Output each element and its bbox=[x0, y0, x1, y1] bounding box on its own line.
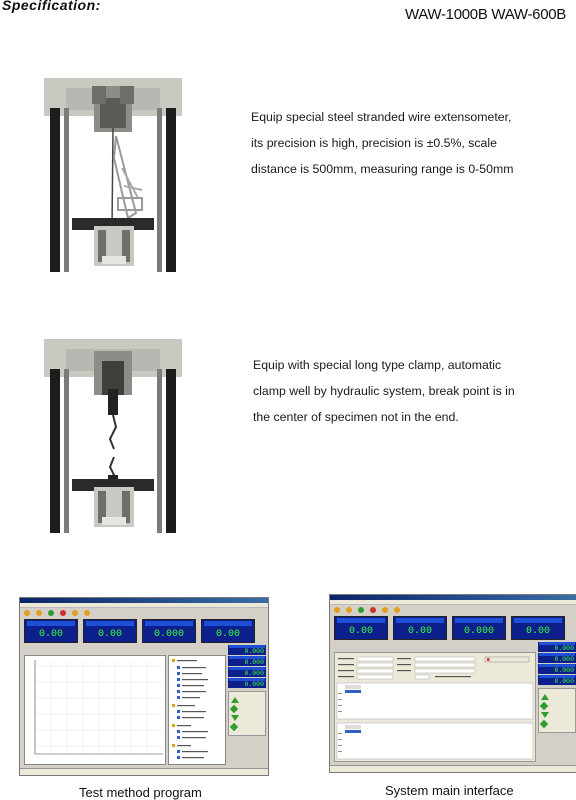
crosshead-control-panel bbox=[228, 691, 266, 736]
specimen-form-area bbox=[334, 652, 536, 762]
readout-panel: 0.00 bbox=[511, 616, 565, 640]
side-readout: 0.000 bbox=[538, 664, 576, 674]
readout-panel: 0.000 bbox=[142, 619, 196, 643]
window-toolbar bbox=[20, 608, 268, 618]
description-line: clamp well by hydraulic system, break point is in bbox=[253, 384, 515, 398]
right-screenshot-caption: System main interface bbox=[385, 783, 514, 798]
toolbar-button bbox=[72, 610, 78, 616]
reset-icon bbox=[540, 720, 548, 728]
description-line: Equip with special long type clamp, automatic bbox=[253, 358, 502, 372]
side-readout: 0.000 bbox=[228, 678, 266, 688]
side-readout: 0.000 bbox=[228, 645, 266, 655]
readout-panel: 0.000 bbox=[452, 616, 506, 640]
extensometer-description bbox=[251, 104, 513, 182]
readout-panel: 0.00 bbox=[24, 619, 78, 643]
side-readout-panel bbox=[538, 642, 576, 733]
clamp-description bbox=[253, 352, 515, 430]
side-readout: 0.000 bbox=[538, 653, 576, 663]
spec-heading: Specification: bbox=[2, 0, 101, 13]
arrow-up-icon bbox=[541, 694, 549, 700]
side-readout-panel bbox=[228, 645, 266, 736]
toolbar-button bbox=[346, 607, 352, 613]
arrow-down-icon bbox=[231, 715, 239, 721]
toolbar-button bbox=[24, 610, 30, 616]
reset-icon bbox=[230, 705, 238, 713]
window-toolbar bbox=[330, 605, 576, 615]
readout-panel: 0.00 bbox=[334, 616, 388, 640]
window-statusbar bbox=[20, 768, 268, 775]
toolbar-button bbox=[382, 607, 388, 613]
toolbar-button bbox=[48, 610, 54, 616]
window-statusbar bbox=[330, 765, 576, 772]
description-line: the center of specimen not in the end. bbox=[253, 410, 459, 424]
toolbar-button bbox=[358, 607, 364, 613]
arrow-up-icon bbox=[231, 697, 239, 703]
description-line: its precision is high, precision is ±0.5%, scale bbox=[251, 136, 497, 150]
arrow-down-icon bbox=[541, 712, 549, 718]
readout-panel: 0.00 bbox=[83, 619, 137, 643]
method-tree-panel bbox=[168, 655, 226, 765]
reset-icon bbox=[540, 702, 548, 710]
readout-panel: 0.00 bbox=[393, 616, 447, 640]
toolbar-button bbox=[36, 610, 42, 616]
side-readout: 0.000 bbox=[228, 667, 266, 677]
model-names: WAW-1000B WAW-600B bbox=[404, 6, 566, 23]
description-line: Equip special steel stranded wire extensometer, bbox=[251, 110, 512, 124]
toolbar-button bbox=[334, 607, 340, 613]
toolbar-button bbox=[370, 607, 376, 613]
side-readout: 0.000 bbox=[538, 675, 576, 685]
curve-plot-area bbox=[24, 655, 166, 765]
toolbar-button bbox=[84, 610, 90, 616]
toolbar-button bbox=[394, 607, 400, 613]
side-readout: 0.000 bbox=[538, 642, 576, 652]
system-main-interface-screenshot bbox=[329, 594, 576, 773]
left-screenshot-caption: Test method program bbox=[79, 785, 202, 800]
machine-photo-extensometer bbox=[44, 78, 182, 272]
machine-photo-clamp bbox=[44, 339, 182, 533]
test-method-program-screenshot bbox=[19, 597, 269, 776]
crosshead-control-panel bbox=[538, 688, 576, 733]
readout-panel: 0.00 bbox=[201, 619, 255, 643]
reset-icon bbox=[230, 723, 238, 731]
side-readout: 0.000 bbox=[228, 656, 266, 666]
toolbar-button bbox=[60, 610, 66, 616]
description-line: distance is 500mm, measuring range is 0-50mm bbox=[251, 162, 514, 176]
